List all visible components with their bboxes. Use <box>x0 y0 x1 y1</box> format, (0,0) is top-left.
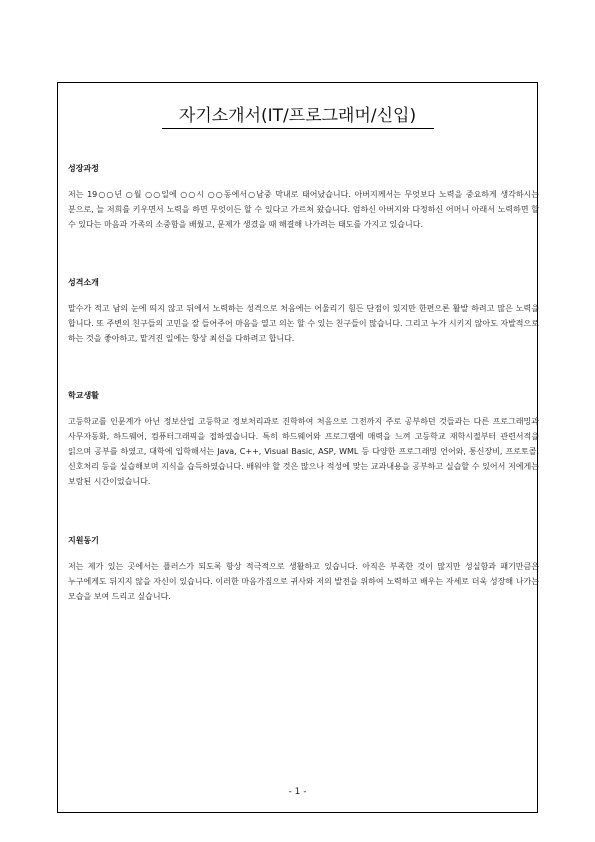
section-heading: 성장과정 <box>68 164 99 173</box>
section-body: 말수가 적고 남의 눈에 띄지 않고 뒤에서 노력하는 성격으로 처음에는 어울리기 힘든 단점이 있지만 한편으론 활발 하려고 많은 노력을 합니다. 또 주변의 친구들의 고민을 잘 들어주어 마음을 열고 의논 할 수 있는 친구들이 많습니다. 그리고 누가 시키지 않아도 자발적으로 하는 것을 좋아하고, 맡겨진 일에는 항상 최선을 다하려고 합니다. <box>68 304 539 343</box>
title-underline <box>162 128 434 129</box>
page-number: - 1 - <box>288 787 307 797</box>
section-body: 저는 제가 있는 곳에서는 플러스가 되도록 항상 적극적으로 생활하고 있습니다. 아직은 부족한 것이 많지만 성실함과 패기만큼은 누구에게도 뒤지지 않을 자신이 있습니다. 이러한 마음가짐으로 귀사와 저의 발전을 위하여 노력하고 배우는 자세로 더욱 성장해 나가는 모습을 보여 드리고 싶습니다. <box>68 562 539 601</box>
section-body: 고등학교를 인문계가 아닌 정보산업 고등학교 정보처리과로 진학하여 처음으로 그전까지 주로 공부하던 것들과는 다른 프로그래밍과 사무자동화, 하드웨어, 컴퓨터그래픽을 접하였습니다. 특히 하드웨어와 프로그램에 매력을 느껴 고등학교 재학시절부터 관련서적을 읽으며 공부를 하였고, 대학에 입학해서는 Java, C++, Visual Basic, ASP, WML 등 다양한 프로그래밍 언어와, 통신장비, 프로토콜, 신호처리 등을 실습해보며 지식을 습득하였습니다. 배워야 할 것은 많으나 적성에 맞는 교과내용을 공부하고 실습할 수 있어서 저에게는 보람된 시간이었습니다. <box>68 417 539 486</box>
document-title: 자기소개서(IT/프로그래머/신입) <box>178 106 417 126</box>
page-frame <box>57 82 538 813</box>
section-body: 저는 19○○년 ○월 ○○일에 ○○시 ○○동에서○남중 막내로 태어났습니다. 아버지께서는 무엇보다 노력을 중요하게 생각하시는 분으로, 늘 저희를 키우면서 노력을 하면 무엇이든 할 수 있다고 가르쳐 왔습니다. 엄하신 아버지와 다정하신 어머니 아래서 노력하면 할 수 있다는 마음과 가족의 소중함을 배웠고, 문제가 생겼을 때 해결해 나가려는 태도를 가지고 있습니다. <box>68 190 539 229</box>
section-heading: 학교생활 <box>68 391 99 400</box>
section-heading: 지원동기 <box>68 536 99 545</box>
section-heading: 성격소개 <box>68 278 99 287</box>
